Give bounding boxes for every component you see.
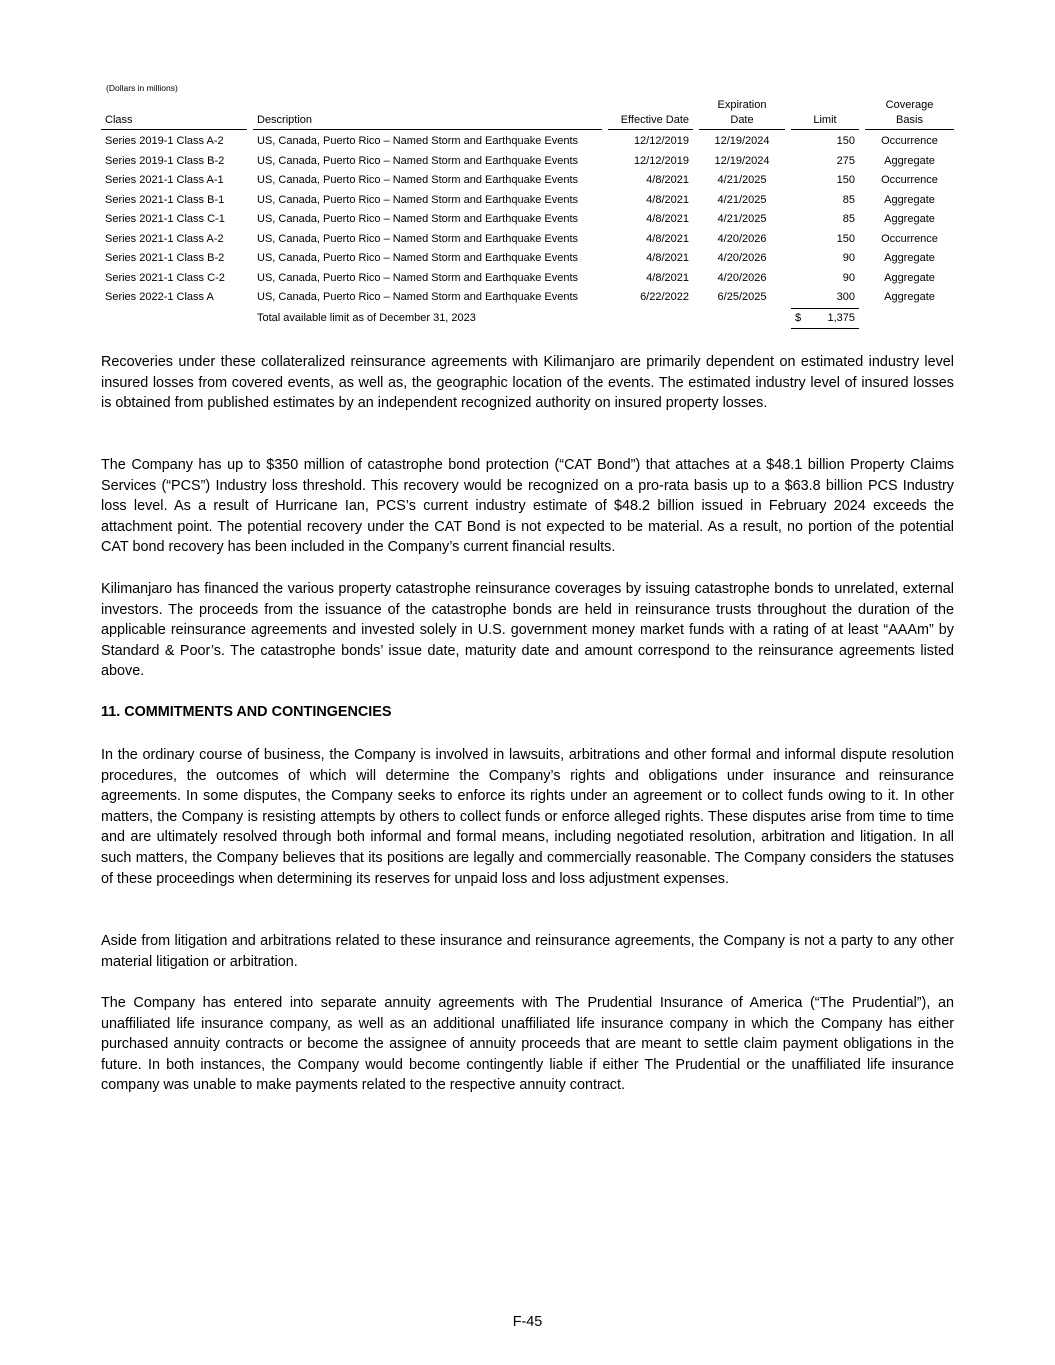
row-description: US, Canada, Puerto Rico – Named Storm and Earthquake Events [257,154,579,167]
row-description: US, Canada, Puerto Rico – Named Storm and Earthquake Events [257,174,579,186]
row-expiration-date: 12/19/2024 [714,135,770,147]
total-limit [791,308,859,330]
row-limit: 85 [842,193,855,206]
total-value: 1,375 [827,311,855,324]
row-class: Series 2021-1 Class B-1 [105,193,225,206]
row-limit: 150 [836,174,855,186]
paragraph-annuity: The Company has entered into separate annuity agreements with The Prudential Insurance of America (“The Prudential”), an unaffiliated life insurance company, as well as an additional unaffiliated life insurance company in which the Company has either purchased annuity contracts or become the assignee of annuity proceeds that are meant to settle claim payment obligations in the future. In both instances, the Company would become contingently liable if either The Prudential or the unaffiliated life insurance company was unable to make payments related to the respective annuity contract. [101,995,954,1094]
paragraph-ordinary-course: In the ordinary course of business, the Company is involved in lawsuits, arbitrations and other formal and informal dispute resolution procedures, the outcomes of which will determine the Company’s rights and obligations under insurance and reinsurance agreements. In some disputes, the Company seeks to enforce its rights under an agreement or to collect funds owing to it. In other matters, the Company is resisting attempts by others to collect funds or enforce alleged rights. These disputes arise from time to time and are ultimately resolved through both informal and formal means, including negotiated resolution, arbitration and litigation. In all such matters, the Company believes that its positions are legally and commercially reasonable. The Company considers the statuses of these proceedings when determining its reserves for unpaid loss and loss adjustment expenses. [101,747,954,887]
header-description: Description [253,113,602,130]
table-row [101,171,954,191]
row-description: US, Canada, Puerto Rico – Named Storm and Earthquake Events [257,213,579,225]
row-description: US, Canada, Puerto Rico – Named Storm and Earthquake Events [257,232,579,245]
row-coverage-basis: Occurrence [881,174,938,186]
row-description: US, Canada, Puerto Rico – Named Storm and Earthquake Events [257,252,579,264]
row-effective-date: 12/12/2019 [633,135,689,147]
row-coverage-basis: Aggregate [884,154,935,167]
header-limit: Limit [791,113,859,130]
row-effective-date: 4/8/2021 [646,213,689,225]
row-coverage-basis: Aggregate [884,271,935,284]
paragraph-kilimanjaro-recoveries: Recoveries under these collateralized reinsurance agreements with Kilimanjaro are primarily dependent on estimated industry level insured losses from covered events, as well as, the geographic location of the events. The estimated industry level of insured losses is obtained from published estimates by an independent recognized authority on insured property losses. [101,354,954,412]
row-class: Series 2021-1 Class A-2 [105,232,224,245]
row-effective-date: 6/22/2022 [640,291,689,303]
row-expiration-date: 12/19/2024 [714,154,770,167]
row-limit: 90 [842,252,855,264]
row-coverage-basis: Aggregate [884,193,935,206]
row-class: Series 2019-1 Class A-2 [105,135,224,147]
row-expiration-date: 4/20/2026 [717,232,767,245]
row-effective-date: 4/8/2021 [646,193,689,206]
row-limit: 275 [836,154,855,167]
table-row [101,230,954,250]
row-expiration-date: 4/21/2025 [717,213,767,225]
row-description: US, Canada, Puerto Rico – Named Storm and Earthquake Events [257,135,579,147]
total-label: Total available limit as of December 31, 2023 [257,311,476,324]
row-effective-date: 4/8/2021 [646,232,689,245]
row-expiration-date: 4/21/2025 [717,193,767,206]
row-description: US, Canada, Puerto Rico – Named Storm and Earthquake Events [257,193,579,206]
row-effective-date: 4/8/2021 [646,252,689,264]
row-coverage-basis: Occurrence [881,232,938,245]
table-row [101,269,954,289]
row-limit: 150 [836,135,855,147]
row-class: Series 2021-1 Class C-2 [105,271,225,284]
table-row [101,132,954,152]
paragraph-cat-bond: The Company has up to $350 million of catastrophe bond protection (“CAT Bond”) that attaches at a $48.1 billion Property Claims Services (“PCS”) Industry loss threshold. This recovery would be recognized on a pro-rata basis up to a $63.8 billion PCS Industry loss level. As a result of Hurricane Ian, PCS’s current industry estimate of $48.2 billion issued in February 2024 exceeds the attachment point. The potential recovery under the CAT Bond is not expected to be material. As a result, no portion of the potential CAT bond recovery has been included in the Company’s current financial results. [101,457,954,556]
row-coverage-basis: Aggregate [884,213,935,225]
header-class: Class [101,113,247,130]
row-expiration-date: 4/20/2026 [717,252,767,264]
row-expiration-date: 6/25/2025 [717,291,767,303]
row-class: Series 2021-1 Class A-1 [105,174,224,186]
table-row [101,288,954,308]
row-class: Series 2019-1 Class B-2 [105,154,225,167]
row-limit: 300 [836,291,855,303]
row-coverage-basis: Occurrence [881,135,938,147]
table-row [101,249,954,269]
row-coverage-basis: Aggregate [884,252,935,264]
header-effective-date: Effective Date [608,113,693,130]
row-class: Series 2022-1 Class A [105,291,214,303]
row-limit: 150 [836,232,855,245]
total-currency: $ [795,311,802,324]
row-description: US, Canada, Puerto Rico – Named Storm and Earthquake Events [257,291,579,303]
row-limit: 85 [842,213,855,225]
header-coverage-basis: Coverage Basis [865,98,954,130]
section-heading: 11. COMMITMENTS AND CONTINGENCIES [101,704,392,720]
row-expiration-date: 4/21/2025 [717,174,767,186]
catastrophe-bond-table [101,98,954,329]
row-class: Series 2021-1 Class C-1 [105,213,225,225]
row-effective-date: 12/12/2019 [633,154,689,167]
row-class: Series 2021-1 Class B-2 [105,252,225,264]
row-limit: 90 [842,271,855,284]
row-effective-date: 4/8/2021 [646,271,689,284]
units-note: (Dollars in millions) [106,83,178,93]
page-number: F-45 [512,1314,543,1330]
table-row [101,210,954,230]
row-expiration-date: 4/20/2026 [717,271,767,284]
row-effective-date: 4/8/2021 [646,174,689,186]
table-row [101,191,954,211]
paragraph-kilimanjaro-financing: Kilimanjaro has financed the various property catastrophe reinsurance coverages by issuing catastrophe bonds to unrelated, external investors. The proceeds from the issuance of the catastrophe bonds are held in reinsurance trusts throughout the duration of the applicable reinsurance agreements and invested solely in U.S. government money market funds with a rating of at least “AAAm” by Standard & Poor’s. The catastrophe bonds’ issue date, maturity date and amount correspond to the reinsurance agreements listed above. [101,581,954,680]
row-description: US, Canada, Puerto Rico – Named Storm and Earthquake Events [257,271,579,284]
row-coverage-basis: Aggregate [884,291,935,303]
header-expiration-date: Expiration Date [699,98,785,130]
total-row [101,308,954,330]
table-row [101,152,954,172]
paragraph-litigation: Aside from litigation and arbitrations related to these insurance and reinsurance agreements, the Company is not a party to any other material litigation or arbitration. [101,933,954,970]
